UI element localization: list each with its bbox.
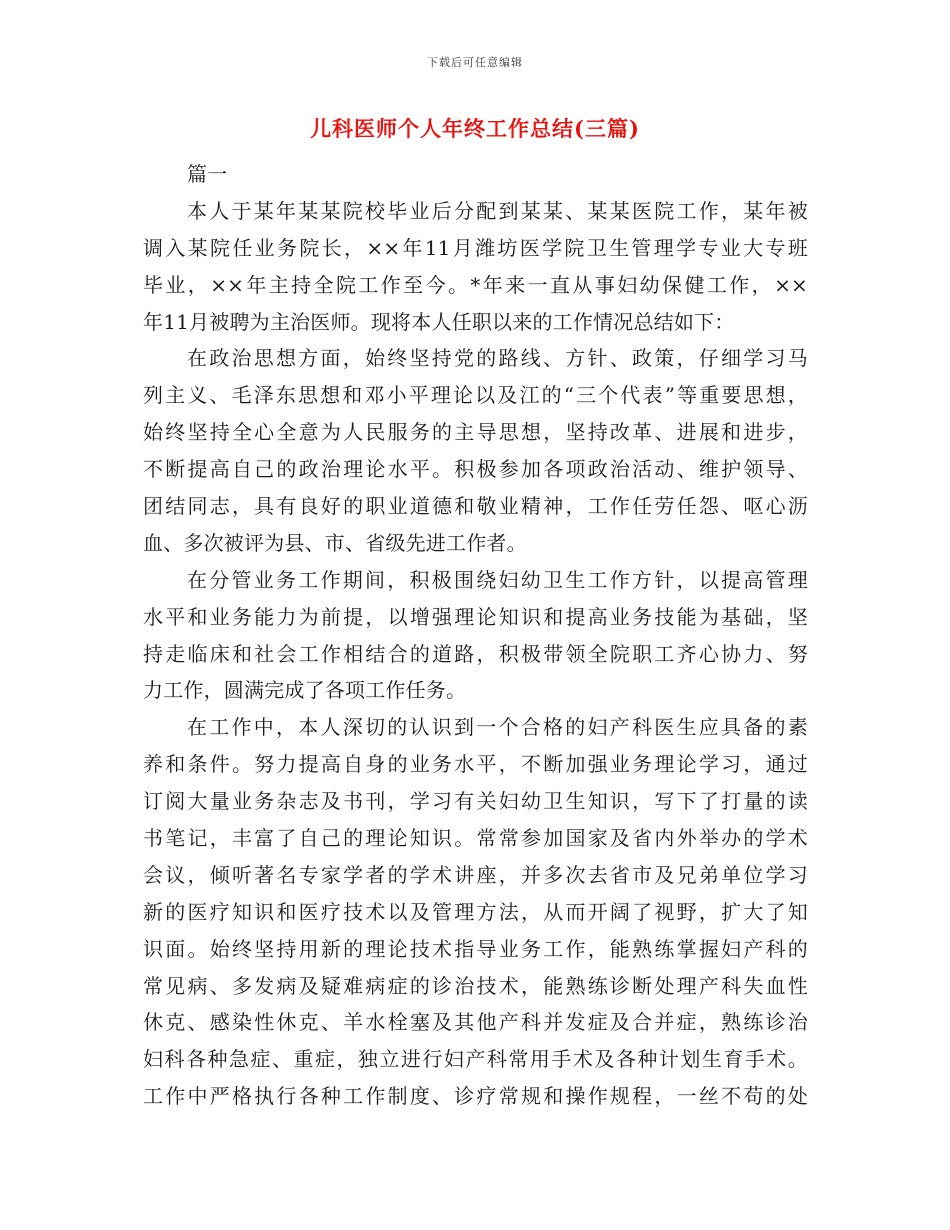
text-line: 不断提高自己的政治理论水平。积极参加各项政治活动、维护领导、 <box>143 457 808 482</box>
text-line: 识面。始终坚持用新的理论技术指导业务工作，能熟练掌握妇产科的 <box>143 936 808 961</box>
page-header-note: 下载后可任意编辑 <box>427 56 523 69</box>
text-line: 在政治思想方面，始终坚持党的路线、方针、政策，仔细学习马 <box>187 346 808 371</box>
document-body <box>143 156 808 1115</box>
text-line: 本人于某年某某院校毕业后分配到某某、某某医院工作，某年被 <box>187 198 808 223</box>
text-line: 妇科各种急症、重症，独立进行妇产科常用手术及各种计划生育手术。 <box>143 1047 808 1072</box>
text-line: 休克、感染性休克、羊水栓塞及其他产科并发症及合并症，熟练诊治 <box>143 1010 808 1035</box>
text-line: 年11月被聘为主治医师。现将本人任职以来的工作情况总结如下： <box>143 309 735 334</box>
text-line: 订阅大量业务杂志及书刊，学习有关妇幼卫生知识，写下了打量的读 <box>143 789 808 814</box>
text-line: 在工作中，本人深切的认识到一个合格的妇产科医生应具备的素 <box>187 715 808 740</box>
text-line: 工作中严格执行各种工作制度、诊疗常规和操作规程，一丝不苟的处 <box>143 1084 808 1109</box>
section-heading: 篇一 <box>187 162 228 186</box>
text-line: 养和条件。努力提高自身的业务水平，不断加强业务理论学习，通过 <box>143 752 808 777</box>
text-line: 列主义、毛泽东思想和邓小平理论以及江的“三个代表”等重要思想， <box>143 383 808 408</box>
text-line: 团结同志，具有良好的职业道德和敬业精神，工作任劳任怨、呕心沥 <box>143 494 808 519</box>
text-line: 水平和业务能力为前提，以增强理论知识和提高业务技能为基础，坚 <box>143 604 808 629</box>
document-title: 儿科医师个人年终工作总结(三篇) <box>310 116 640 141</box>
text-line: 书笔记，丰富了自己的理论知识。常常参加国家及省内外举办的学术 <box>143 826 808 851</box>
text-line: 始终坚持全心全意为人民服务的主导思想，坚持改革、进展和进步， <box>143 420 808 445</box>
text-line: 血、多次被评为县、市、省级先进工作者。 <box>143 530 527 555</box>
text-line: 常见病、多发病及疑难病症的诊治技术，能熟练诊断处理产科失血性 <box>143 973 808 998</box>
text-line: 会议，倾听著名专家学者的学术讲座，并多次去省市及兄弟单位学习 <box>143 862 808 887</box>
text-line: 毕业，××年主持全院工作至今。*年来一直从事妇幼保健工作，×× <box>143 272 808 297</box>
text-line: 调入某院任业务院长，××年11月潍坊医学院卫生管理学专业大专班 <box>143 235 808 260</box>
text-line: 在分管业务工作期间，积极围绕妇幼卫生工作方针，以提高管理 <box>187 567 808 592</box>
text-line: 力工作，圆满完成了各项工作任务。 <box>143 678 467 703</box>
text-line: 新的医疗知识和医疗技术以及管理方法，从而开阔了视野，扩大了知 <box>143 899 808 924</box>
text-line: 持走临床和社会工作相结合的道路，积极带领全院职工齐心协力、努 <box>143 641 808 666</box>
